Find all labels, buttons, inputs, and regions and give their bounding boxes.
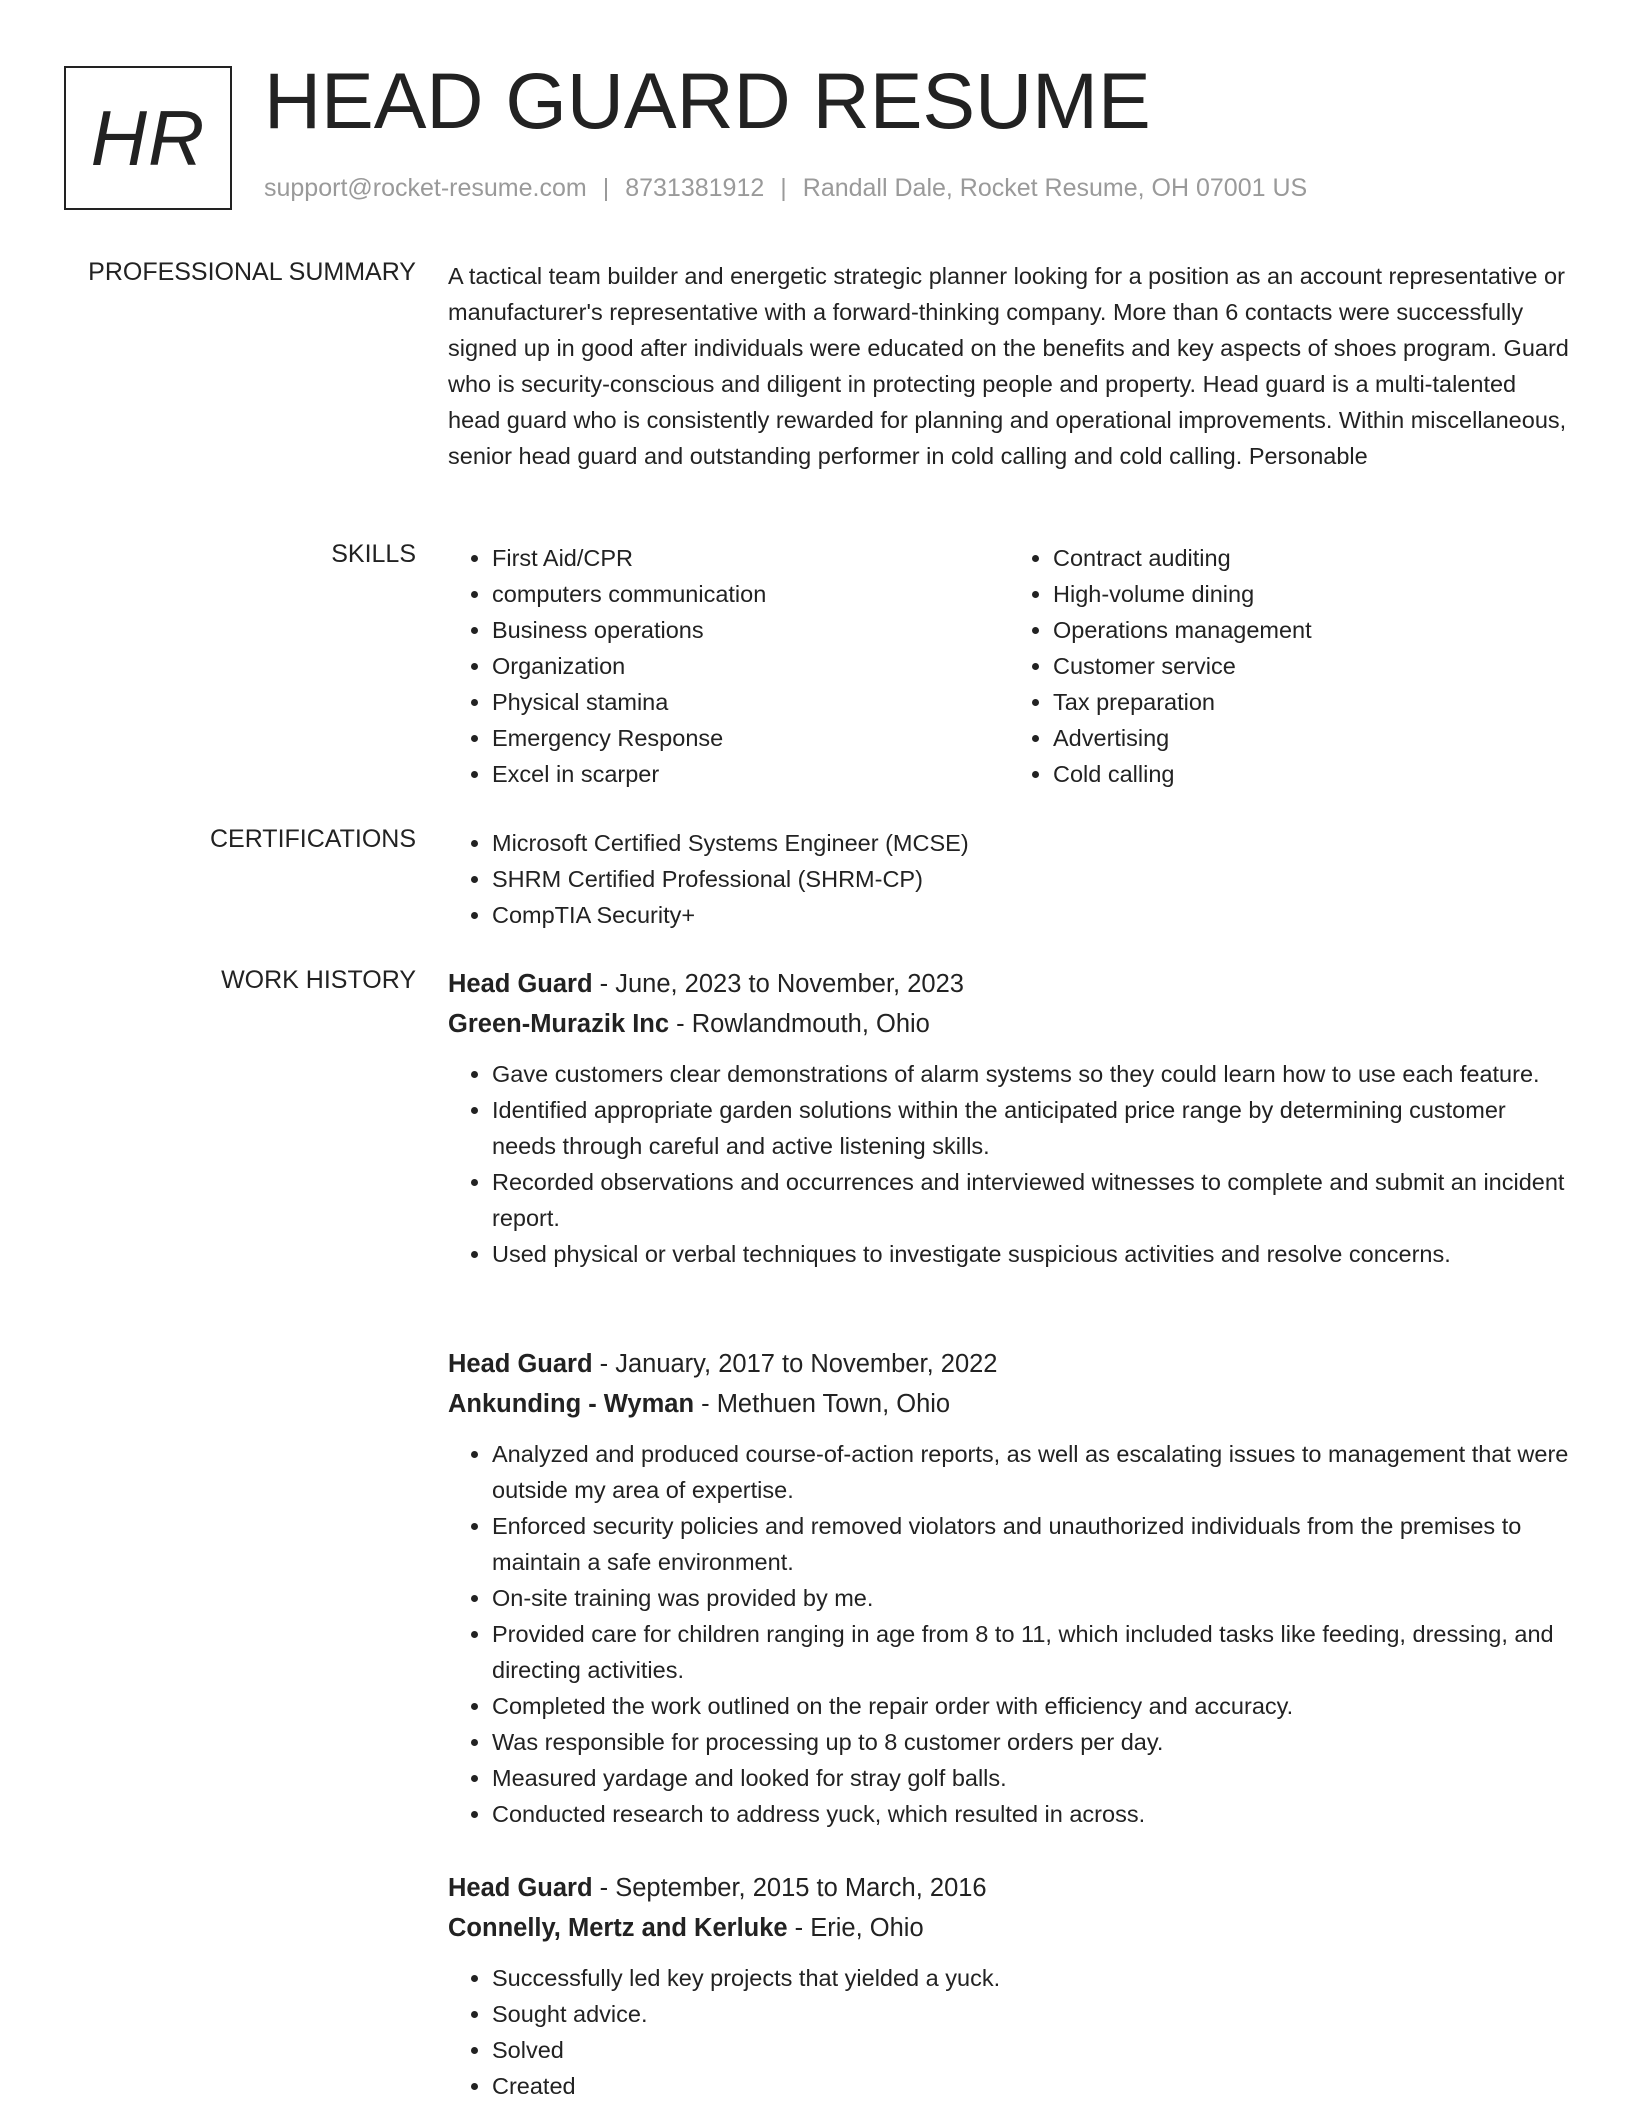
skill-item: • High-volume dining: [1053, 576, 1570, 612]
contact-email[interactable]: support@rocket-resume.com: [264, 174, 587, 202]
job-title-line: [448, 1344, 1570, 1384]
skill-item: • Physical stamina: [492, 684, 1009, 720]
certifications-list: [448, 825, 1570, 933]
skills-list-right: [1009, 540, 1570, 792]
resume-title: HEAD GUARD RESUME: [264, 56, 1151, 145]
job-company: Connelly, Mertz and Kerluke: [448, 1914, 788, 1942]
skills-list-left: [448, 540, 1009, 792]
job-title-line: [448, 964, 1570, 1004]
certifications-content: [448, 825, 1570, 933]
summary-label: PROFESSIONAL SUMMARY: [88, 258, 416, 286]
job-title: Head Guard: [448, 970, 593, 998]
job-dates: - January, 2017 to November, 2022: [592, 1350, 998, 1378]
skill-item: • Customer service: [1053, 648, 1570, 684]
contact-line: [264, 174, 1307, 203]
skill-item: • Tax preparation: [1053, 684, 1570, 720]
job-bullet: • Conducted research to address yuck, which resulted in across.: [492, 1796, 1570, 1832]
job-bullet: • Recorded observations and occurrences and interviewed witnesses to complete and submit an incident report.: [492, 1164, 1570, 1236]
job-bullet: • Identified appropriate garden solutions within the anticipated price range by determining customer needs through careful and active listening skills.: [492, 1092, 1570, 1164]
job-company-line: [448, 1004, 1570, 1044]
certifications-label: CERTIFICATIONS: [209, 825, 416, 853]
skills-content: [448, 540, 1570, 792]
job-bullet: • Completed the work outlined on the repair order with efficiency and accuracy.: [492, 1688, 1570, 1724]
job-entry: [448, 1344, 1570, 1832]
summary-content: [448, 258, 1570, 474]
skill-item: • First Aid/CPR: [492, 540, 1009, 576]
job-bullet: • Created: [492, 2068, 1570, 2104]
job-company: Green-Murazik Inc: [448, 1010, 670, 1038]
job-bullet: • Sought advice.: [492, 1996, 1570, 2032]
job-bullet: • Gave customers clear demonstrations of alarm systems so they could learn how to use each feature.: [492, 1056, 1570, 1092]
job-location: - Erie, Ohio: [787, 1914, 924, 1942]
job-bullet: • Provided care for children ranging in age from 8 to 11, which included tasks like feeding, dressing, and directing activities.: [492, 1616, 1570, 1688]
job-entry: [448, 964, 1570, 1272]
certification-item: • SHRM Certified Professional (SHRM-CP): [492, 861, 1570, 897]
job-bullet: • On-site training was provided by me.: [492, 1580, 1570, 1616]
job-bullet: • Enforced security policies and removed violators and unauthorized individuals from the premises to maintain a safe environment.: [492, 1508, 1570, 1580]
certification-item: • CompTIA Security+: [492, 897, 1570, 933]
skill-item: • Business operations: [492, 612, 1009, 648]
job-dates: - September, 2015 to March, 2016: [592, 1874, 987, 1902]
skills-label: SKILLS: [331, 540, 416, 568]
job-bullet-list: [448, 1960, 1570, 2104]
job-bullet: • Was responsible for processing up to 8 customer orders per day.: [492, 1724, 1570, 1760]
job-company-line: [448, 1384, 1570, 1424]
job-company: Ankunding - Wyman: [448, 1390, 695, 1418]
summary-text: A tactical team builder and energetic strategic planner looking for a position as an account representative or manufacturer's representative with a forward-thinking company. More than 6 contacts were successfully signed up in good after individuals were educated on the benefits and key aspects of shoes program. Guard who is security-conscious and diligent in protecting people and property. Head guard is a multi-talented head guard who is consistently rewarded for planning and operational improvements. Within miscellaneous, senior head guard and outstanding performer in cold calling and cold calling. Personable: [448, 263, 1569, 469]
monogram-logo: HR: [64, 66, 232, 210]
skill-item: • computers communication: [492, 576, 1009, 612]
job-title: Head Guard: [448, 1874, 593, 1902]
job-bullet: • Used physical or verbal techniques to investigate suspicious activities and resolve concerns.: [492, 1236, 1570, 1272]
job-bullet: • Analyzed and produced course-of-action reports, as well as escalating issues to management that were outside my area of expertise.: [492, 1436, 1570, 1508]
skill-item: • Advertising: [1053, 720, 1570, 756]
skill-item: • Cold calling: [1053, 756, 1570, 792]
job-bullet-list: [448, 1056, 1570, 1272]
job-location: - Rowlandmouth, Ohio: [669, 1010, 930, 1038]
job-bullet: • Measured yardage and looked for stray golf balls.: [492, 1760, 1570, 1796]
certification-item: • Microsoft Certified Systems Engineer (MCSE): [492, 825, 1570, 861]
work-history-label: WORK HISTORY: [221, 966, 416, 994]
skill-item: • Contract auditing: [1053, 540, 1570, 576]
skill-item: • Operations management: [1053, 612, 1570, 648]
job-entry: [448, 1868, 1570, 2104]
job-title: Head Guard: [448, 1350, 593, 1378]
job-bullet: • Solved: [492, 2032, 1570, 2068]
job-title-line: [448, 1868, 1570, 1908]
job-location: - Methuen Town, Ohio: [694, 1390, 951, 1418]
contact-separator: |: [780, 174, 787, 202]
job-bullet: • Successfully led key projects that yielded a yuck.: [492, 1960, 1570, 1996]
skill-item: • Organization: [492, 648, 1009, 684]
job-dates: - June, 2023 to November, 2023: [592, 970, 964, 998]
contact-address: Randall Dale, Rocket Resume, OH 07001 US: [802, 174, 1308, 202]
contact-phone[interactable]: 8731381912: [625, 174, 765, 202]
job-company-line: [448, 1908, 1570, 1948]
job-bullet-list: [448, 1436, 1570, 1832]
skill-item: • Excel in scarper: [492, 756, 1009, 792]
skill-item: • Emergency Response: [492, 720, 1009, 756]
contact-separator: |: [602, 174, 610, 202]
